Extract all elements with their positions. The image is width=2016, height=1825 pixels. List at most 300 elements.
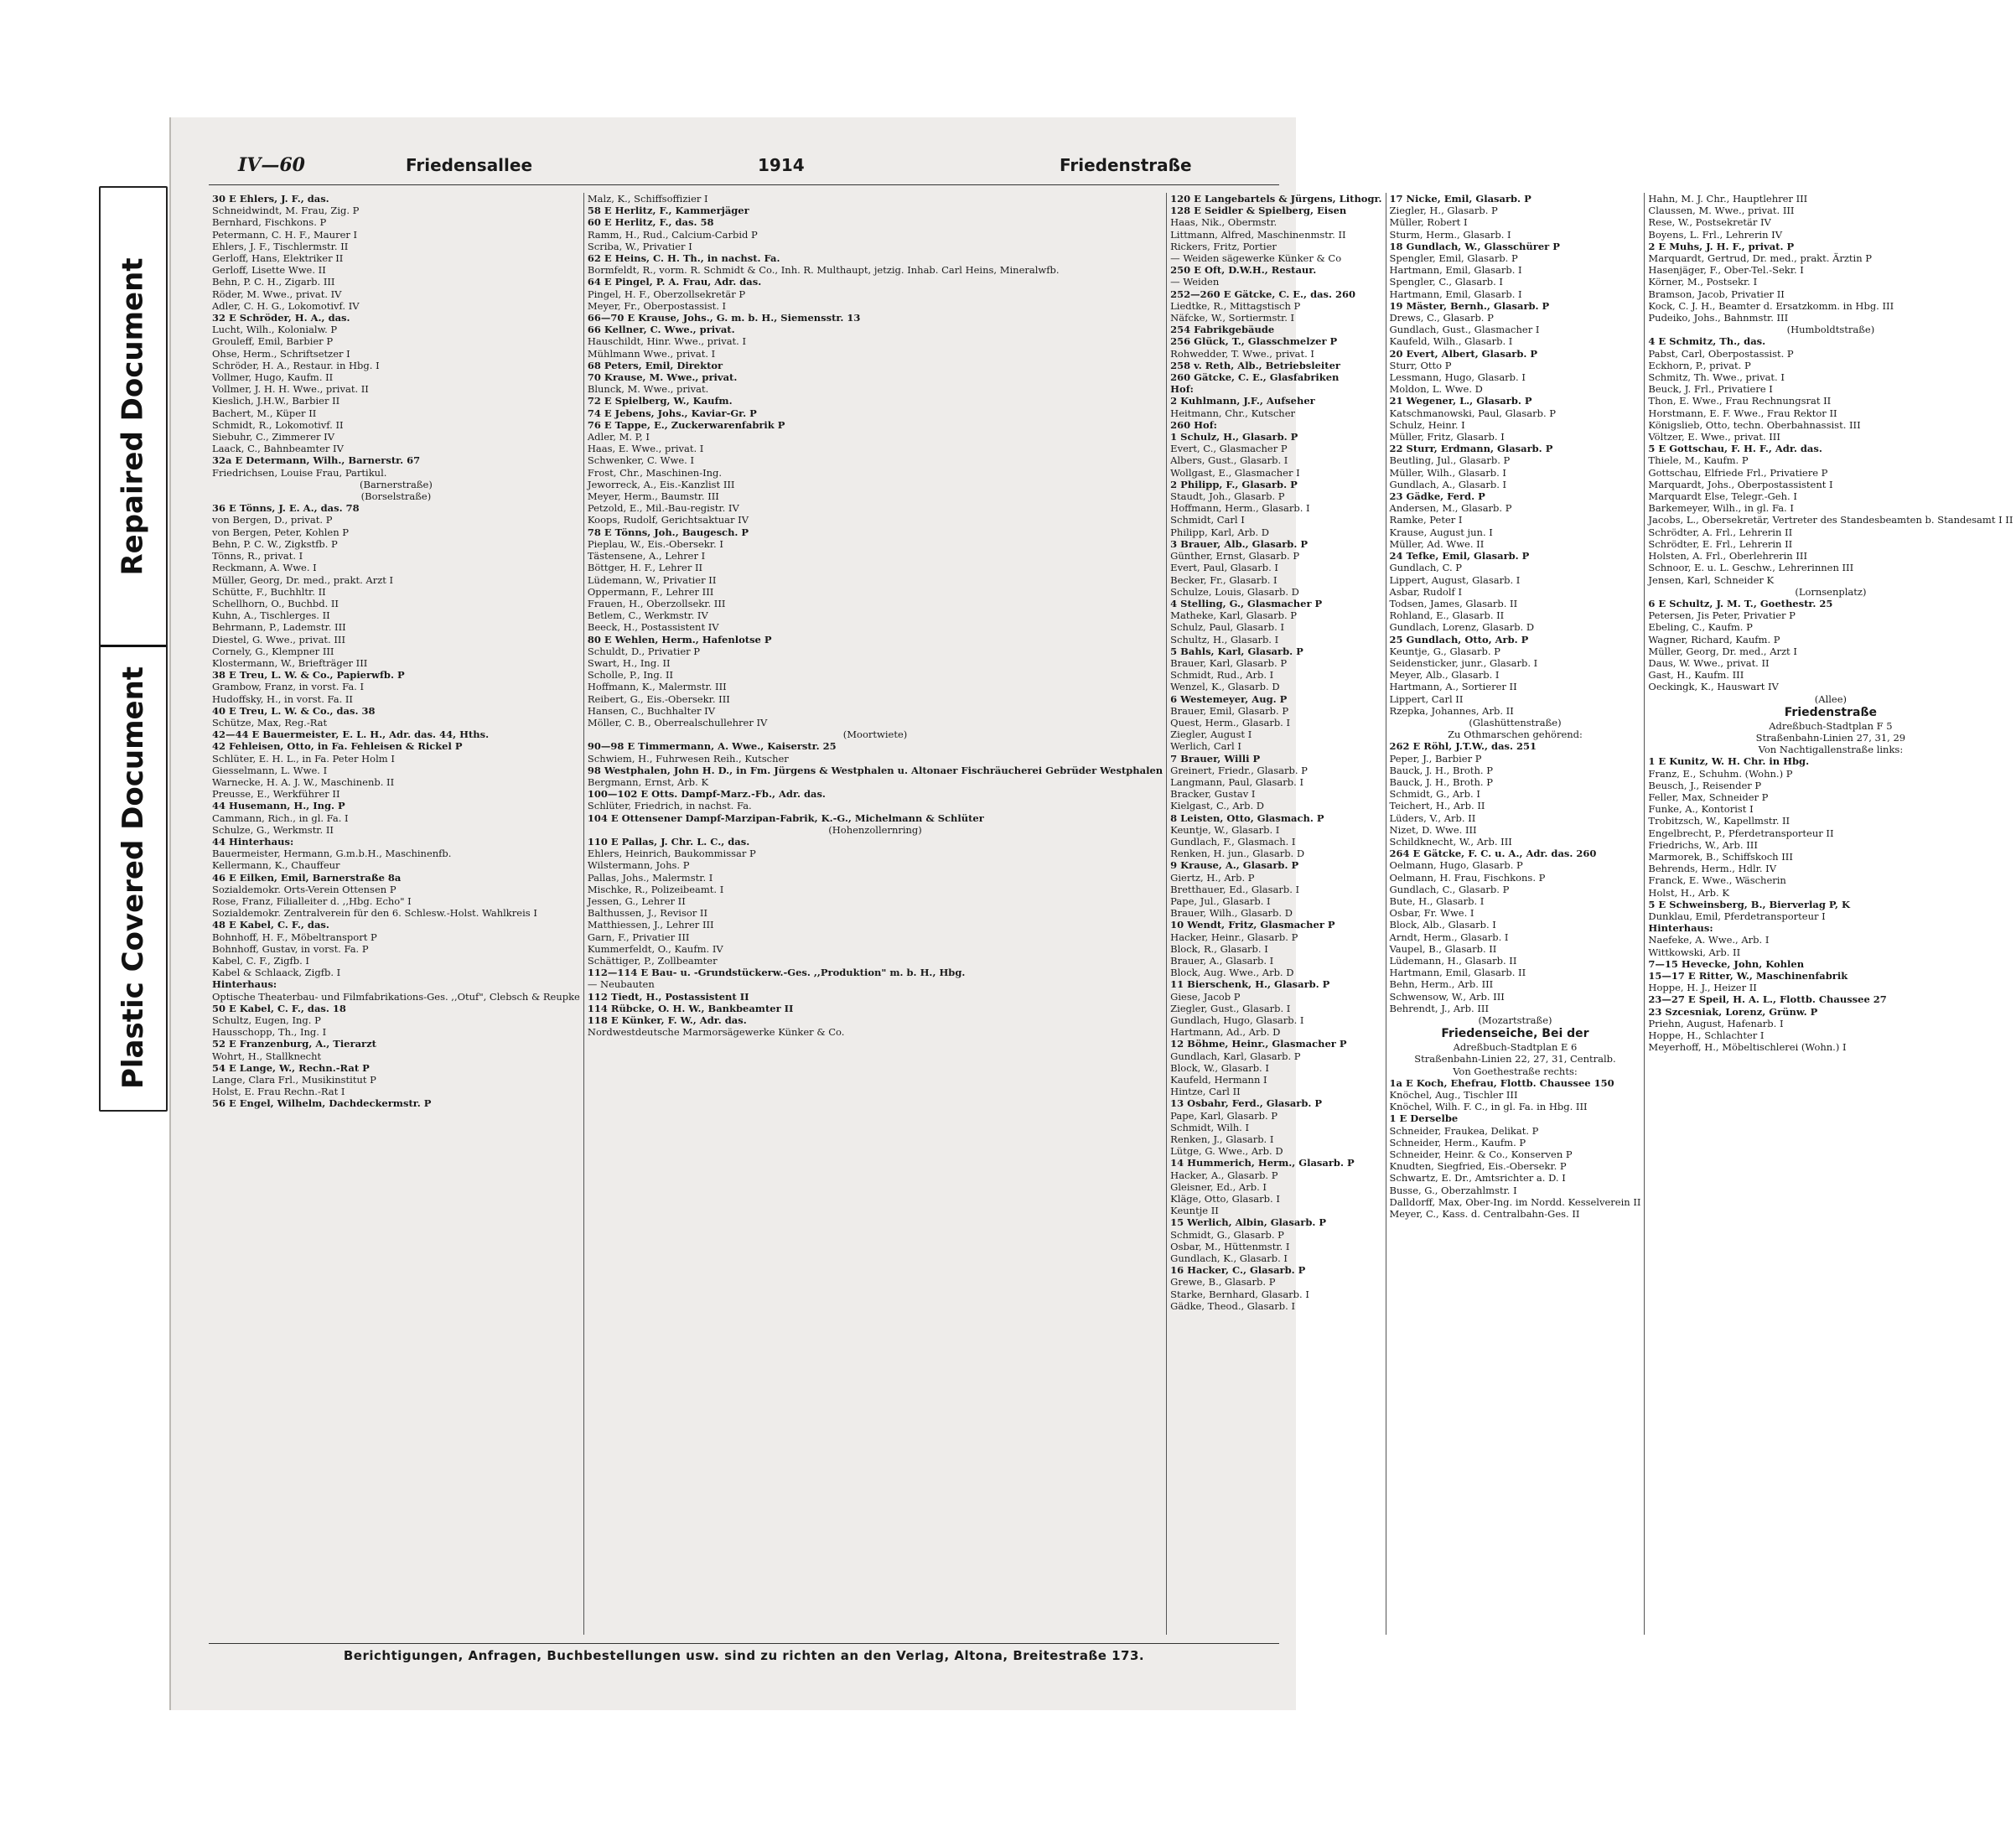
directory-entry: Adreßbuch-Stadtplan F 5 — [1769, 719, 1893, 732]
directory-entry: 24 Tefke, Emil, Glasarb. P — [1389, 550, 1530, 563]
directory-entry: Giese, Jacob P — [1170, 990, 1241, 1003]
directory-entry: 15 Werlich, Albin, Glasarb. P — [1170, 1216, 1327, 1229]
directory-entry: Tönns, R., privat. I — [212, 550, 303, 563]
directory-entry: Bohnhoff, Gustav, in vorst. Fa. P — [212, 942, 369, 955]
directory-entry: Eckhorn, P., privat. P — [1648, 359, 1751, 371]
directory-entry: 5 E Schweinsberg, B., Bierverlag P, K — [1648, 898, 1851, 910]
directory-entry: von Bergen, D., privat. P — [212, 514, 333, 526]
directory-entry: 23 Gädke, Ferd. P — [1389, 490, 1485, 503]
street-right: Friedenstraße — [1060, 155, 1192, 175]
directory-entry: Ramke, Peter I — [1389, 514, 1463, 526]
directory-entry: Behrendt, J., Arb. III — [1389, 1002, 1489, 1014]
directory-entry: Moldon, L. Wwe. D — [1389, 383, 1483, 396]
directory-entry: 23 Szcesniak, Lorenz, Grünw. P — [1648, 1005, 1818, 1018]
directory-entry: (Borselstraße) — [360, 490, 432, 503]
directory-entry: Haas, Nik., Obermstr. — [1170, 216, 1277, 229]
directory-entry: Lucht, Wilh., Kolonialw. P — [212, 324, 338, 336]
directory-entry: Bauck, J. H., Broth. P — [1389, 775, 1493, 788]
directory-entry: 80 E Wehlen, Herm., Hafenlotse P — [587, 633, 772, 645]
directory-entry: Hausschopp, Th., Ing. I — [212, 1026, 327, 1039]
directory-entry: Frost, Chr., Maschinen-Ing. — [587, 466, 723, 479]
directory-entry: Spengler, C., Glasarb. I — [1389, 276, 1503, 288]
directory-entry: Knöchel, Wilh. F. C., in gl. Fa. in Hbg. III — [1389, 1101, 1588, 1113]
directory-entry: Gleisner, Ed., Arb. I — [1170, 1180, 1267, 1193]
directory-entry: Schneidwindt, M. Frau, Zig. P — [212, 205, 360, 217]
directory-entry: Bracker, Gustav I — [1170, 788, 1256, 801]
directory-entry: 64 E Pingel, P. A. Frau, Adr. das. — [587, 276, 762, 288]
directory-entry: 254 Fabrikgebäude — [1170, 324, 1275, 336]
directory-entry: Sozialdemokr. Zentralverein für den 6. Schlesw.-Holst. Wahlkreis I — [212, 907, 537, 920]
directory-entry: Schellhorn, O., Buchbd. II — [212, 597, 339, 609]
directory-entry: Laack, C., Bahnbeamter IV — [212, 443, 344, 455]
directory-entry: Jeworreck, A., Eis.-Kanzlist III — [587, 478, 735, 490]
directory-entry: Krause, August jun. I — [1389, 526, 1493, 538]
directory-entry: Lüders, V., Arb. II — [1389, 811, 1476, 824]
directory-entry: Lessmann, Hugo, Glasarb. I — [1389, 371, 1526, 384]
directory-entry: Funke, A., Kontorist I — [1648, 803, 1754, 816]
directory-entry: Warnecke, H. A. J. W., Maschinenb. II — [212, 775, 395, 788]
directory-entry: (Mozartstraße) — [1478, 1014, 1552, 1027]
directory-entry: Rese, W., Postsekretär IV — [1648, 216, 1771, 229]
directory-entry: Petzold, E., Mil.-Bau-registr. IV — [587, 502, 739, 515]
directory-entry: Drews, C., Glasarb. P — [1389, 312, 1494, 324]
directory-entry: Knöchel, Aug., Tischler III — [1389, 1089, 1518, 1102]
directory-entry: Thon, E. Wwe., Frau Rechnungsrat II — [1648, 395, 1832, 407]
directory-entry: 44 Hinterhaus: — [212, 835, 294, 848]
directory-entry: Gundlach, Hugo, Glasarb. I — [1170, 1014, 1304, 1027]
directory-entry: Bauermeister, Hermann, G.m.b.H., Maschinenfb. — [212, 848, 452, 860]
directory-entry: Kaufeld, Hermann I — [1170, 1074, 1267, 1086]
directory-entry: Andersen, M., Glasarb. P — [1389, 502, 1512, 515]
directory-entry: Gundlach, Lorenz, Glasarb. D — [1389, 621, 1535, 634]
directory-entry: Beutling, Jul., Glasarb. P — [1389, 454, 1511, 467]
directory-entry: Kläge, Otto, Glasarb. I — [1170, 1193, 1280, 1205]
directory-entry: Schneider, Heinr. & Co., Konserven P — [1389, 1148, 1573, 1161]
directory-entry: Adler, C. H. G., Lokomotivf. IV — [212, 299, 360, 312]
directory-entry: Näfcke, W., Sortiermstr. I — [1170, 312, 1295, 324]
directory-entry: 36 E Tönns, J. E. A., das. 78 — [212, 502, 360, 515]
directory-entry: Kock, C. J. H., Beamter d. Ersatzkomm. in Hbg. III — [1648, 299, 1894, 312]
directory-entry: Seidensticker, junr., Glasarb. I — [1389, 656, 1538, 669]
directory-entry: Marmorek, B., Schiffskoch III — [1648, 850, 1793, 863]
header-rule — [209, 184, 1279, 185]
directory-entry: 1 Schulz, H., Glasarb. P — [1170, 431, 1298, 443]
directory-entry: Adreßbuch-Stadtplan E 6 — [1453, 1041, 1578, 1054]
directory-entry: Becker, Fr., Glasarb. I — [1170, 573, 1277, 586]
directory-entry: 19 Mäster, Bernh., Glasarb. P — [1389, 299, 1550, 312]
directory-entry: 8 Leisten, Otto, Glasmach. P — [1170, 811, 1324, 824]
directory-entry: 22 Sturr, Erdmann, Glasarb. P — [1389, 443, 1553, 455]
directory-entry: Straßenbahn-Linien 22, 27, 31, Centralb. — [1414, 1053, 1616, 1065]
directory-entry: Schulz, Heinr. I — [1389, 418, 1465, 431]
directory-entry: Philipp, Karl, Arb. D — [1170, 526, 1270, 538]
directory-entry: Gundlach, Gust., Glasmacher I — [1389, 324, 1540, 336]
year: 1914 — [758, 155, 805, 175]
directory-entry: Engelbrecht, P., Pferdetransporteur II — [1648, 827, 1834, 839]
directory-entry: Hinterhaus: — [1648, 922, 1713, 935]
directory-entry: Arndt, Herm., Glasarb. I — [1389, 931, 1509, 943]
directory-entry: Diestel, G. Wwe., privat. III — [212, 633, 345, 645]
directory-entry: Holst, E. Frau Rechn.-Rat I — [212, 1086, 345, 1098]
directory-entry: 2 E Muhs, J. H. F., privat. P — [1648, 240, 1795, 252]
directory-entry: 54 E Lange, W., Rechn.-Rat P — [212, 1061, 370, 1074]
directory-entry: Cammann, Rich., in gl. Fa. I — [212, 811, 349, 824]
directory-entry: Franz, E., Schuhm. (Wohn.) P — [1648, 767, 1793, 780]
directory-entry: Mühlmann Wwe., privat. I — [587, 347, 716, 360]
directory-entry: Vollmer, J. H. H. Wwe., privat. II — [212, 383, 369, 396]
directory-entry: Renken, J., Glasarb. I — [1170, 1133, 1274, 1146]
directory-entry: Bormfeldt, R., vorm. R. Schmidt & Co., Inh. R. Multhaupt, jetzig. Inhab. Carl Heins, Mineralwfb. — [587, 264, 1060, 277]
directory-entry: Friedenstraße — [1784, 705, 1878, 719]
directory-entry: Haas, E. Wwe., privat. I — [587, 443, 704, 455]
directory-entry: 52 E Franzenburg, A., Tierarzt — [212, 1038, 376, 1050]
directory-entry: 252—260 E Gätcke, C. E., das. 260 — [1170, 288, 1356, 300]
directory-entry: 58 E Herlitz, F., Kammerjäger — [587, 205, 749, 217]
directory-entry: Schmidt, G., Arb. I — [1389, 788, 1480, 801]
footer-rule — [209, 1643, 1279, 1644]
directory-entry: Kummerfeldt, O., Kaufm. IV — [587, 942, 723, 955]
directory-entry: 17 Nicke, Emil, Glasarb. P — [1389, 193, 1531, 205]
directory-entry: Starke, Bernhard, Glasarb. I — [1170, 1288, 1309, 1300]
directory-entry: 21 Wegener, L., Glasarb. P — [1389, 395, 1532, 407]
directory-entry: Todsen, James, Glasarb. II — [1389, 597, 1518, 609]
directory-entry: 32 E Schröder, H. A., das. — [212, 312, 350, 324]
directory-entry: Von Nachtigallenstraße links: — [1758, 744, 1904, 756]
directory-entry: Gerloff, Lisette Wwe. II — [212, 264, 326, 277]
directory-entry: Jacobs, L., Obersekretär, Vertreter des Standesbeamten b. Standesamt I II — [1648, 514, 2013, 526]
directory-entry: Kuhn, A., Tischlerges. II — [212, 609, 330, 622]
directory-entry: Marquardt Else, Telegr.-Geh. I — [1648, 490, 1797, 503]
directory-entry: 42—44 E Bauermeister, E. L. H., Adr. das. 44, Hths. — [212, 728, 490, 741]
directory-entry: Betlem, C., Werkmstr. IV — [587, 609, 708, 622]
repaired-document-label — [101, 188, 166, 647]
directory-entry: Vollmer, Hugo, Kaufm. II — [212, 371, 334, 384]
directory-entry: Wagner, Richard, Kaufm. P — [1648, 633, 1780, 645]
directory-entry: Straßenbahn-Linien 27, 31, 29 — [1755, 731, 1906, 744]
directory-entry: Hoppe, H., Schlachter I — [1648, 1029, 1765, 1042]
directory-entry: 20 Evert, Albert, Glasarb. P — [1389, 347, 1538, 360]
directory-entry: Koops, Rudolf, Gerichtsaktuar IV — [587, 514, 749, 526]
directory-entry: Schmidt, Rud., Arb. I — [1170, 669, 1274, 682]
directory-entry: Pallas, Johs., Malermstr. I — [587, 871, 713, 884]
directory-entry: Behrends, Herm., Hdlr. IV — [1648, 863, 1777, 875]
directory-entry: Schütte, F., Buchhltr. II — [212, 585, 326, 598]
directory-entry: Schneider, Herm., Kaufm. P — [1389, 1136, 1526, 1148]
directory-entry: Ehlers, J. F., Tischlermstr. II — [212, 240, 349, 252]
directory-entry: 50 E Kabel, C. F., das. 18 — [212, 1002, 346, 1014]
directory-entry: Tästensene, A., Lehrer I — [587, 550, 706, 563]
directory-entry: Oeckingk, K., Hauswart IV — [1648, 681, 1779, 693]
directory-entry: Gundlach, K., Glasarb. I — [1170, 1252, 1288, 1265]
directory-entry: Ramm, H., Rud., Calcium-Carbid P — [587, 228, 758, 241]
directory-entry: (Humboldtstraße) — [1786, 324, 1875, 336]
directory-entry: Marquardt, Johs., Oberpostassistent I — [1648, 478, 1833, 490]
directory-entry: Wohrt, H., Stallknecht — [212, 1050, 322, 1062]
directory-entry: 110 E Pallas, J. Chr. L. C., das. — [587, 835, 750, 848]
directory-entry: Pieplau, W., Eis.-Obersekr. I — [587, 537, 723, 550]
directory-entry: 72 E Spielberg, W., Kaufm. — [587, 395, 733, 407]
directory-entry: Sturr, Otto P — [1389, 359, 1452, 371]
directory-columns — [209, 193, 2013, 1635]
directory-entry: Sturm, Herm., Glasarb. I — [1389, 228, 1511, 241]
directory-entry: Siebuhr, C., Zimmerer IV — [212, 431, 335, 443]
directory-entry: Hasenjäger, F., Ober-Tel.-Sekr. I — [1648, 264, 1804, 277]
directory-entry: (Moortwiete) — [842, 728, 908, 741]
directory-entry: Ebeling, C., Kaufm. P — [1648, 621, 1753, 634]
plastic-covered-text: Plastic Covered Document — [117, 666, 151, 1090]
directory-entry: 6 E Schultz, J. M. T., Goethestr. 25 — [1648, 597, 1833, 609]
repaired-document-text: Repaired Document — [117, 257, 151, 576]
directory-entry: Gerloff, Hans, Elektriker II — [212, 252, 344, 265]
directory-entry: — Weiden sägewerke Künker & Co — [1170, 252, 1342, 265]
directory-entry: Hoppe, H. J., Heizer II — [1648, 982, 1757, 994]
directory-entry: Kaufeld, Wilh., Glasarb. I — [1389, 335, 1513, 348]
directory-entry: 1a E Koch, Ehefrau, Flottb. Chaussee 150 — [1389, 1076, 1614, 1089]
directory-entry: Schwensow, W., Arb. III — [1389, 990, 1505, 1003]
directory-entry: Schwenker, C. Wwe. I — [587, 454, 694, 467]
directory-entry: Hartmann, Emil, Glasarb. I — [1389, 288, 1522, 300]
directory-entry: Gundlach, Karl, Glasarb. P — [1170, 1050, 1301, 1062]
directory-entry: Albers, Gust., Glasarb. I — [1170, 454, 1288, 467]
directory-entry: Knudten, Siegfried, Eis.-Obersekr. P — [1389, 1160, 1567, 1173]
directory-entry: 264 E Gätcke, F. C. u. A., Adr. das. 260 — [1389, 848, 1597, 860]
directory-entry: Rohwedder, T. Wwe., privat. I — [1170, 347, 1314, 360]
directory-entry: Block, Aug. Wwe., Arb. D — [1170, 967, 1294, 979]
directory-entry: 4 Stelling, G., Glasmacher P — [1170, 597, 1323, 609]
directory-entry: 62 E Heins, C. H. Th., in nachst. Fa. — [587, 252, 780, 265]
directory-entry: Bergmann, Ernst, Arb. K — [587, 775, 709, 788]
directory-entry: 40 E Treu, L. W. & Co., das. 38 — [212, 704, 376, 717]
directory-entry: Matthiessen, J., Lehrer III — [587, 919, 714, 931]
directory-entry: 18 Gundlach, W., Glasschürer P — [1389, 240, 1560, 252]
directory-entry: Schrödter, A. Frl., Lehrerin II — [1648, 526, 1793, 538]
directory-entry: Körner, M., Postsekr. I — [1648, 276, 1758, 288]
directory-entry: Möller, C. B., Oberrealschullehrer IV — [587, 716, 768, 728]
directory-entry: Gundlach, C. P — [1389, 562, 1463, 574]
directory-entry: Oelmann, Hugo, Glasarb. P — [1389, 859, 1523, 872]
directory-entry: 30 E Ehlers, J. F., das. — [212, 193, 329, 205]
directory-entry: Asbar, Rudolf I — [1389, 585, 1462, 598]
directory-entry: Blunck, M. Wwe., privat. — [587, 383, 709, 396]
directory-entry: 260 Hof: — [1170, 418, 1217, 431]
directory-entry: Thiele, M., Kaufm. P — [1648, 454, 1749, 467]
directory-entry: 70 Krause, M. Wwe., privat. — [587, 371, 738, 384]
directory-entry: Bauck, J. H., Broth. P — [1389, 764, 1493, 776]
directory-entry: Friedrichsen, Louise Frau, Partikul. — [212, 466, 387, 479]
directory-entry: Hinterhaus: — [212, 978, 277, 991]
directory-entry: 120 E Langebartels & Jürgens, Lithogr. — [1170, 193, 1382, 205]
directory-entry: Heitmann, Chr., Kutscher — [1170, 407, 1296, 419]
directory-entry: Gundlach, A., Glasarb. I — [1389, 478, 1507, 490]
column-4 — [1386, 193, 1645, 1635]
directory-entry: Schrödter, E. Frl., Lehrerin II — [1648, 537, 1793, 550]
directory-entry: Oppermann, F., Lehrer III — [587, 585, 714, 598]
directory-entry: Röder, M. Wwe., privat. IV — [212, 288, 342, 300]
directory-entry: Schulze, Louis, Glasarb. D — [1170, 585, 1299, 598]
directory-entry: Gundlach, C., Glasarb. P — [1389, 883, 1510, 895]
directory-entry: Brauer, Wilh., Glasarb. D — [1170, 907, 1293, 920]
directory-entry: Optische Theaterbau- und Filmfabrikations-Ges. ,,Otuf", Clebsch & Reupke — [212, 990, 580, 1003]
directory-entry: Hacker, Heinr., Glasarb. P — [1170, 931, 1298, 943]
directory-entry: Schnoor, E. u. L. Geschw., Lehrerinnen III — [1648, 562, 1854, 574]
directory-entry: 12 Böhme, Heinr., Glasmacher P — [1170, 1038, 1347, 1050]
directory-entry: 74 E Jebens, Johs., Kaviar-Gr. P — [587, 407, 757, 419]
directory-entry: Ziegler, H., Glasarb. P — [1389, 205, 1498, 217]
directory-entry: Zu Othmarschen gehörend: — [1448, 728, 1583, 741]
directory-entry: Cornely, G., Klempner III — [212, 645, 334, 657]
directory-entry: Meyerhoff, H., Möbeltischlerei (Wohn.) I — [1648, 1041, 1847, 1054]
directory-entry: Ohse, Herm., Schriftsetzer I — [212, 347, 350, 360]
directory-entry: Schmidt, R., Lokomotivf. II — [212, 418, 344, 431]
directory-entry: Schlüter, Friedrich, in nachst. Fa. — [587, 800, 752, 812]
directory-entry: Horstmann, E. F. Wwe., Frau Rektor II — [1648, 407, 1837, 419]
directory-entry: Adler, M. P, I — [587, 431, 650, 443]
directory-entry: Hartmann, Emil, Glasarb. I — [1389, 264, 1522, 277]
directory-entry: 60 E Herlitz, F., das. 58 — [587, 216, 714, 229]
directory-entry: Daus, W. Wwe., privat. II — [1648, 656, 1770, 669]
directory-entry: Bohnhoff, H. F., Möbeltransport P — [212, 931, 377, 943]
directory-entry: Günther, Ernst, Glasarb. P — [1170, 550, 1300, 563]
directory-entry: Giertz, H., Arb. P — [1170, 871, 1255, 884]
directory-entry: Kabel, C. F., Zigfb. I — [212, 955, 309, 967]
directory-entry: Evert, Paul, Glasarb. I — [1170, 562, 1278, 574]
directory-entry: 66 Kellner, C. Wwe., privat. — [587, 324, 735, 336]
directory-entry: 1 E Derselbe — [1389, 1112, 1459, 1125]
directory-entry: Claussen, M. Wwe., privat. III — [1648, 205, 1795, 217]
directory-entry: von Bergen, Peter, Kohlen P — [212, 526, 350, 538]
directory-entry: Kabel & Schlaack, Zigfb. I — [212, 967, 341, 979]
directory-entry: Völtzer, E. Wwe., privat. III — [1648, 431, 1780, 443]
directory-entry: Block, R., Glasarb. I — [1170, 942, 1268, 955]
directory-entry: Mischke, R., Polizeibeamt. I — [587, 883, 724, 895]
directory-entry: 76 E Tappe, E., Zuckerwarenfabrik P — [587, 418, 785, 431]
directory-entry: Hauschildt, Hinr. Wwe., privat. I — [587, 335, 747, 348]
directory-entry: Jessen, G., Lehrer II — [587, 894, 686, 907]
directory-entry: Katschmanowski, Paul, Glasarb. P — [1389, 407, 1557, 419]
directory-entry: Grewe, B., Glasarb. P — [1170, 1276, 1276, 1288]
directory-entry: Scholle, P., Ing. II — [587, 669, 674, 682]
directory-entry: Von Goethestraße rechts: — [1453, 1065, 1578, 1077]
directory-entry: Lange, Clara Frl., Musikinstitut P — [212, 1074, 376, 1086]
directory-entry: Friedrichs, W., Arb. III — [1648, 838, 1758, 851]
directory-entry: Meyer, C., Kass. d. Centralbahn-Ges. II — [1389, 1208, 1580, 1221]
directory-entry: 118 E Künker, F. W., Adr. das. — [587, 1014, 747, 1027]
directory-entry: Kieslich, J.H.W., Barbier II — [212, 395, 340, 407]
directory-entry: Quest, Herm., Glasarb. I — [1170, 716, 1291, 728]
directory-entry: Sozialdemokr. Orts-Verein Ottensen P — [212, 883, 396, 895]
directory-entry: Reckmann, A. Wwe. I — [212, 562, 317, 574]
directory-entry: Meyer, Herm., Baumstr. III — [587, 490, 719, 503]
directory-entry: Meyer, Alb., Glasarb. I — [1389, 669, 1500, 682]
directory-entry: 15—17 E Ritter, W., Maschinenfabrik — [1648, 970, 1848, 982]
directory-entry: 256 Glück, T., Glasschmelzer P — [1170, 335, 1338, 348]
directory-entry: 44 Husemann, H., Ing. P — [212, 800, 345, 812]
directory-entry: Ziegler, August I — [1170, 728, 1252, 741]
column-1 — [209, 193, 584, 1635]
directory-entry: 112 Tiedt, H., Postassistent II — [587, 990, 749, 1003]
directory-entry: 10 Wendt, Fritz, Glasmacher P — [1170, 919, 1335, 931]
directory-entry: 3 Brauer, Alb., Glasarb. P — [1170, 537, 1308, 550]
directory-entry: Müller, Fritz, Glasarb. I — [1389, 431, 1505, 443]
directory-entry: Vaupel, B., Glasarb. II — [1389, 942, 1497, 955]
directory-entry: 90—98 E Timmermann, A. Wwe., Kaiserstr. 25 — [587, 740, 837, 753]
directory-entry: Marquardt, Gertrud, Dr. med., prakt. Ärztin P — [1648, 252, 1873, 265]
directory-entry: Schultz, H., Glasarb. I — [1170, 633, 1279, 645]
directory-entry: 23—27 E Speil, H. A. L., Flottb. Chaussee 27 — [1648, 993, 1887, 1006]
directory-entry: Müller, Georg, Dr. med., prakt. Arzt I — [212, 573, 394, 586]
directory-entry: Hartmann, Ad., Arb. D — [1170, 1026, 1281, 1039]
directory-entry: Gundlach, F., Glasmach. I — [1170, 835, 1296, 848]
directory-entry: Greinert, Friedr., Glasarb. P — [1170, 764, 1308, 776]
directory-entry: 25 Gundlach, Otto, Arb. P — [1389, 633, 1529, 645]
directory-entry: Beusch, J., Reisender P — [1648, 779, 1762, 791]
directory-entry: Priehn, August, Hafenarb. I — [1648, 1017, 1784, 1029]
directory-entry: Hoffmann, K., Malermstr. III — [587, 681, 727, 693]
page-number: IV—60 — [238, 154, 305, 176]
directory-entry: Schättiger, P., Zollbeamter — [587, 955, 718, 967]
directory-entry: Schlüter, E. H. L., in Fa. Peter Holm I — [212, 752, 395, 765]
directory-entry: 1 E Kunitz, W. H. Chr. in Hbg. — [1648, 755, 1810, 768]
directory-entry: Müller, Georg, Dr. med., Arzt I — [1648, 645, 1797, 657]
directory-entry: Block, Alb., Glasarb. I — [1389, 919, 1496, 931]
directory-entry: Kielgast, C., Arb. D — [1170, 800, 1265, 812]
page-header — [238, 153, 1246, 178]
directory-entry: Lüdemann, W., Privatier II — [587, 573, 717, 586]
directory-entry: Nizet, D. Wwe. III — [1389, 823, 1477, 836]
directory-entry: Preusse, E., Werkführer II — [212, 788, 340, 801]
directory-entry: Böttger, H. F., Lehrer II — [587, 562, 703, 574]
directory-entry: 5 E Gottschau, F. H. F., Adr. das. — [1648, 443, 1822, 455]
directory-entry: Peper, J., Barbier P — [1389, 752, 1482, 765]
directory-entry: 100—102 E Otts. Dampf-Marz.-Fb., Adr. das. — [587, 788, 826, 801]
directory-entry: Keuntje, W., Glasarb. I — [1170, 823, 1280, 836]
directory-entry: 56 E Engel, Wilhelm, Dachdeckermstr. P — [212, 1097, 432, 1110]
directory-entry: Schwartz, E. Dr., Amtsrichter a. D. I — [1389, 1172, 1566, 1185]
directory-entry: Lütge, G. Wwe., Arb. D — [1170, 1145, 1283, 1158]
directory-entry: 38 E Treu, L. W. & Co., Papierwfb. P — [212, 669, 405, 682]
directory-entry: Müller, Wilh., Glasarb. I — [1389, 466, 1506, 479]
directory-entry: Holsten, A. Frl., Oberlehrerin III — [1648, 550, 1807, 563]
directory-entry: Wittkowski, Arb. II — [1648, 946, 1741, 958]
directory-entry: Dunklau, Emil, Pferdetransporteur I — [1648, 910, 1826, 922]
directory-entry: (Glashüttenstraße) — [1469, 716, 1562, 728]
directory-entry: Block, W., Glasarb. I — [1170, 1061, 1269, 1074]
directory-entry: Staudt, Joh., Glasarb. P — [1170, 490, 1285, 503]
directory-entry: Garn, F., Privatier III — [587, 931, 690, 943]
directory-entry: 104 E Ottensener Dampf-Marzipan-Fabrik, K.-G., Michelmann & Schlüter — [587, 811, 984, 824]
directory-entry: Hahn, M. J. Chr., Hauptlehrer III — [1648, 193, 1808, 205]
directory-entry: Langmann, Paul, Glasarb. I — [1170, 775, 1303, 788]
directory-entry: Pingel, H. F., Oberzollsekretär P — [587, 288, 746, 300]
directory-entry: Behrmann, P., Lademstr. III — [212, 621, 346, 634]
directory-entry: (Lornsenplatz) — [1795, 585, 1867, 598]
directory-entry: Feller, Max, Schneider P — [1648, 791, 1769, 803]
footer-note: Berichtigungen, Anfragen, Buchbestellungen usw. sind zu richten an den Verlag, Altona, Breitestraße 173. — [343, 1648, 1145, 1663]
directory-entry: 112—114 E Bau- u. -Grundstückerw.-Ges. ,,Produktion" m. b. H., Hbg. — [587, 967, 966, 979]
directory-entry: Keuntje II — [1170, 1205, 1219, 1217]
directory-entry: Wollgast, E., Glasmacher I — [1170, 466, 1300, 479]
directory-entry: Bachert, M., Küper II — [212, 407, 317, 419]
directory-entry: Osbar, M., Hüttenmstr. I — [1170, 1240, 1290, 1252]
directory-entry: Hintze, Carl II — [1170, 1086, 1241, 1098]
directory-entry: Hartmann, Emil, Glasarb. II — [1389, 967, 1526, 979]
directory-entry: Renken, H. jun., Glasarb. D — [1170, 848, 1305, 860]
directory-entry: Bretthauer, Ed., Glasarb. I — [1170, 883, 1300, 895]
directory-page — [169, 117, 2013, 1710]
column-5 — [1645, 193, 2016, 1635]
directory-entry: 13 Osbahr, Ferd., Glasarb. P — [1170, 1097, 1323, 1110]
directory-entry: 128 E Seidler & Spielberg, Eisen — [1170, 205, 1347, 217]
